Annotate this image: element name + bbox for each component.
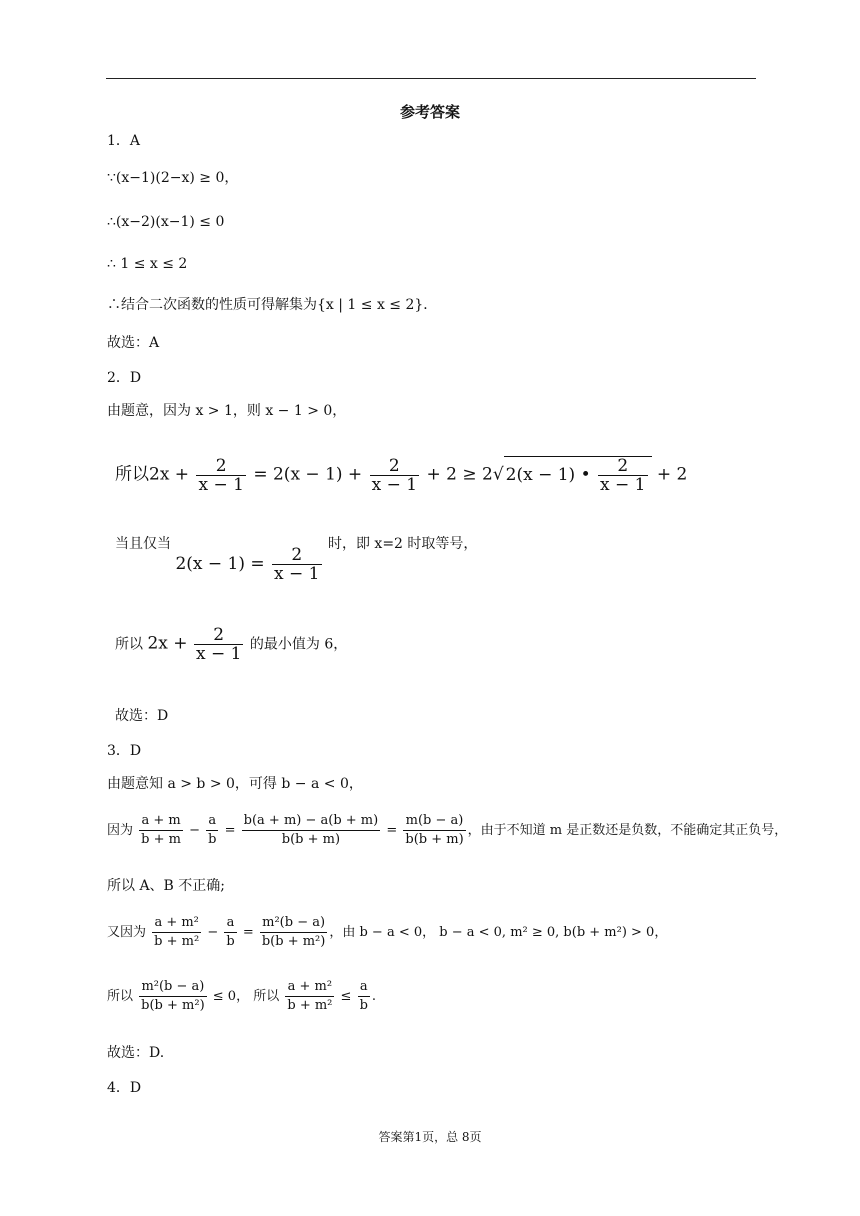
q2-fraction: $\frac{2}{x - 1}$ [600,456,646,495]
q3-l5-prefix: 所以 [107,989,134,1004]
q2-choice: 故选：D [115,708,169,724]
q3-frac-h2: $\frac{\text{a + m²}}{\text{b + m²}}$ [287,979,333,1013]
q2-min-expr: 2x + [147,633,188,654]
q2-sqrt-radicand: 2(x − 1) • $\frac{2}{x - 1}$ [504,456,652,494]
q3-frac-2: $\frac{a}{b}$ [208,813,217,847]
page-footer: 答案第1页，总 8页 [378,1130,482,1144]
q2-fraction: $\frac{2}{x - 1}$ [195,625,242,664]
q3-frac-3: $\frac{b(a + m) - a(b + m)}{b(b + m)}$ [243,813,379,847]
q2-step-1: 由题意，因为 x > 1，则 x − 1 > 0， [107,403,347,419]
q3-frac-h1: $\frac{\text{m²(b − a)}}{\text{b(b + m²)}}$ [141,979,205,1013]
q2-min-suffix: 的最小值为 6， [249,636,348,653]
q3-frac-4: $\frac{m(b - a)}{b(b + m)}$ [405,813,464,847]
q3-step-1: 由题意知 a > b > 0，可得 b − a < 0， [107,776,363,792]
q3-l5-le: ≤ [340,989,352,1004]
q3-choice: 故选：D. [107,1045,165,1061]
q2-min-prefix: 所以 [115,636,143,653]
q2-cond-prefix: 当且仅当 [115,536,171,552]
q3-frac-g2: $\frac{a}{b}$ [226,915,235,949]
q1-step-4: ∴结合二次函数的性质可得解集为{x | 1 ≤ x ≤ 2}． [107,297,438,313]
q2-ineq-mid1: = 2(x − 1) + [253,464,363,485]
q3-step-3: 所以 A、B 不正确; [107,878,226,894]
q3-l5-end: . [371,989,377,1004]
q3-frac-1: $\frac{a + m}{b + m}$ [141,813,181,847]
q3-step-5 [107,978,376,1015]
q2-ineq-prefix: 所以2x + [115,464,190,485]
q2-inequality [115,456,687,494]
q3-step-4: 又因为 $\frac{\text{a + m²}}{\text{b + m²}}$ − $\frac{a}{b}$ = $\frac{\text{m²(b − a)}}{\text{b(b + m²)}}$ ，由 b − a < 0， b − a < 0, m² ≥ 0, b(b + m²) > 0， [107,915,668,949]
q2-equality-condition [115,534,477,583]
q1-step-3: ∴ 1 ≤ x ≤ 2 [107,256,188,272]
q1-step-2: ∴(x−2)(x−1) ≤ 0 [107,214,225,230]
q2-fraction: $\frac{2}{x - 1}$ [371,455,418,495]
q3-answer-label: 3．D [107,743,142,759]
q4-answer-label: 4．D [107,1080,142,1096]
q2-ineq-end: + 2 [656,464,688,485]
q3-frac-h3: $\frac{a}{b}$ [359,979,368,1013]
header-rule [106,78,756,79]
page-title: 参考答案 [399,103,460,121]
q2-minimum [115,626,347,663]
q3-l4-suffix: ，由 b − a < 0， b − a < 0, m² ≥ 0, b(b + m²) > 0， [329,925,668,940]
q3-l5-mid: ≤ 0， 所以 [212,989,280,1004]
q3-l4-prefix: 又因为 [107,925,147,940]
q3-frac-g1: $\frac{\text{a + m²}}{\text{b + m²}}$ [154,915,200,949]
q2-cond-suffix: 时，即 x=2 时取等号， [327,536,478,552]
q3-step-2: 因为 $\frac{a + m}{b + m}$ − $\frac{a}{b}$ = $\frac{b(a + m) - a(b + m)}{b(b + m)}$ = $\frac{m(b - a)}{b(b + m)}$ ，由于不知道 m 是正数还是负数，不能确定其正负号， [107,813,788,847]
q2-fraction: $\frac{2}{x - 1}$ [274,545,320,584]
q1-choice: 故选：A [107,335,160,351]
q1-step-1: ∵(x−1)(2−x) ≥ 0， [107,170,239,186]
q2-fraction: $\frac{2}{x - 1}$ [198,455,244,495]
q2-cond-equation: 2(x − 1) = $\frac{2}{x - 1}$ [175,545,320,584]
q1-answer-label: 1．A [107,133,141,149]
q2-answer-label: 2．D [107,370,142,386]
sqrt-sign: √ [492,464,504,485]
q2-ineq-mid2: + 2 ≥ 2 [426,464,493,485]
q3-frac-g3: $\frac{\text{m²(b − a)}}{\text{b(b + m²)}}$ [261,915,326,949]
q3-prefix: 因为 [107,823,134,838]
q3-suffix: ，由于不知道 m 是正数还是负数，不能确定其正负号， [467,823,788,838]
